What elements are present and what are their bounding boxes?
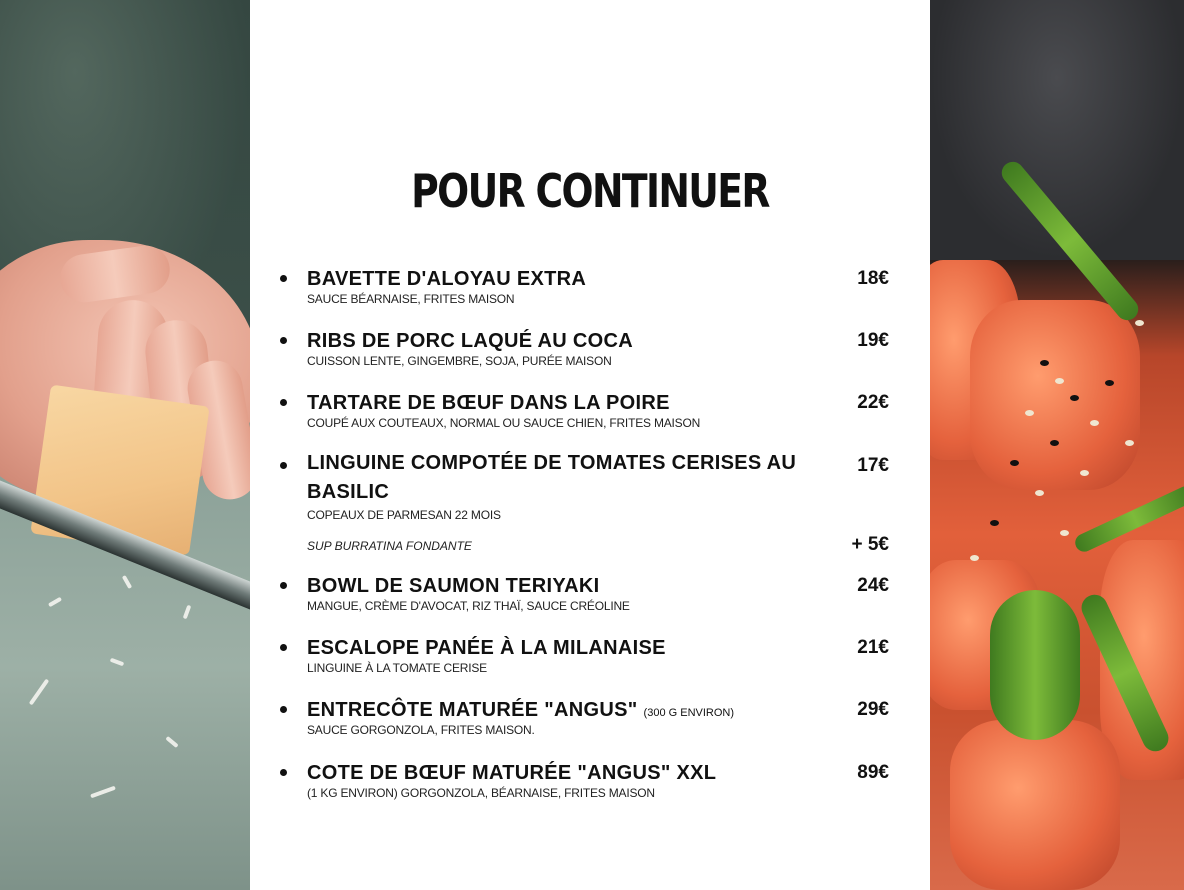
sesame-seed bbox=[1090, 420, 1099, 426]
item-description: CUISSON LENTE, GINGEMBRE, SOJA, PURÉE MAISON bbox=[307, 354, 612, 368]
menu-title: POUR CONTINUER bbox=[411, 164, 769, 218]
item-name: LINGUINE COMPOTÉE DE TOMATES CERISES AU BASILIC bbox=[307, 452, 797, 503]
bullet-icon bbox=[280, 399, 287, 406]
sesame-seed bbox=[1070, 395, 1079, 401]
item-price: 17€ bbox=[857, 455, 889, 476]
item-price: 19€ bbox=[857, 330, 889, 351]
item-price: 18€ bbox=[857, 268, 889, 289]
sesame-seed bbox=[970, 555, 979, 561]
item-description: LINGUINE À LA TOMATE CERISE bbox=[307, 661, 487, 675]
item-price: 21€ bbox=[857, 637, 889, 658]
item-note: (300 G ENVIRON) bbox=[643, 707, 735, 719]
supplement-label: SUP BURRATINA FONDANTE bbox=[307, 539, 472, 553]
bullet-icon bbox=[280, 706, 287, 713]
cheese-flake bbox=[29, 679, 49, 706]
item-name: RIBS DE PORC LAQUÉ AU COCA bbox=[307, 330, 633, 352]
sesame-seed bbox=[1080, 470, 1089, 476]
item-price: 22€ bbox=[857, 392, 889, 413]
item-name: BOWL DE SAUMON TERIYAKI bbox=[307, 575, 600, 597]
menu-panel bbox=[250, 0, 930, 890]
cheese-grating-photo bbox=[0, 0, 250, 890]
green-pepper bbox=[990, 590, 1080, 740]
cheese-flake bbox=[183, 605, 192, 620]
sesame-seed bbox=[1055, 378, 1064, 384]
item-name: TARTARE DE BŒUF DANS LA POIRE bbox=[307, 392, 670, 414]
item-description: COPEAUX DE PARMESAN 22 MOIS bbox=[307, 508, 501, 522]
item-price: 89€ bbox=[857, 762, 889, 783]
salmon-piece bbox=[970, 300, 1140, 490]
sesame-seed bbox=[1135, 320, 1144, 326]
bullet-icon bbox=[280, 582, 287, 589]
bullet-icon bbox=[280, 275, 287, 282]
sesame-seed bbox=[1025, 410, 1034, 416]
sesame-seed bbox=[990, 520, 999, 526]
item-description: MANGUE, CRÈME D'AVOCAT, RIZ THAÏ, SAUCE CRÉOLINE bbox=[307, 599, 630, 613]
item-description: COUPÉ AUX COUTEAUX, NORMAL OU SAUCE CHIEN, FRITES MAISON bbox=[307, 416, 701, 430]
salmon-piece bbox=[950, 720, 1120, 890]
sesame-seed bbox=[1105, 380, 1114, 386]
cheese-flake bbox=[122, 575, 132, 589]
item-price: 29€ bbox=[857, 699, 889, 720]
sesame-seed bbox=[1040, 360, 1049, 366]
cheese-flake bbox=[90, 786, 116, 799]
item-name: BAVETTE D'ALOYAU EXTRA bbox=[307, 268, 587, 290]
sesame-seed bbox=[1010, 460, 1019, 466]
sesame-seed bbox=[1035, 490, 1044, 496]
bullet-icon bbox=[280, 769, 287, 776]
bullet-icon bbox=[280, 644, 287, 651]
item-description: SAUCE BÉARNAISE, FRITES MAISON bbox=[307, 292, 515, 306]
item-name: COTE DE BŒUF MATURÉE "ANGUS" XXL bbox=[307, 762, 717, 784]
sesame-seed bbox=[1125, 440, 1134, 446]
item-description: (1 KG ENVIRON) GORGONZOLA, BÉARNAISE, FRITES MAISON bbox=[307, 786, 655, 800]
item-name bbox=[307, 699, 734, 722]
bullet-icon bbox=[280, 462, 287, 469]
bullet-icon bbox=[280, 337, 287, 344]
item-name: ESCALOPE PANÉE À LA MILANAISE bbox=[307, 637, 666, 659]
sesame-seed bbox=[1050, 440, 1059, 446]
item-description: SAUCE GORGONZOLA, FRITES MAISON. bbox=[307, 723, 535, 737]
item-price: 24€ bbox=[857, 575, 889, 596]
salmon-bowl-photo bbox=[930, 0, 1184, 890]
item-name-text: ENTRECÔTE MATURÉE "ANGUS" bbox=[307, 699, 638, 721]
cheese-flake bbox=[165, 736, 178, 748]
sesame-seed bbox=[1060, 530, 1069, 536]
cheese-flake bbox=[48, 597, 62, 607]
supplement-price: + 5€ bbox=[851, 534, 889, 555]
cheese-flake bbox=[110, 658, 125, 667]
